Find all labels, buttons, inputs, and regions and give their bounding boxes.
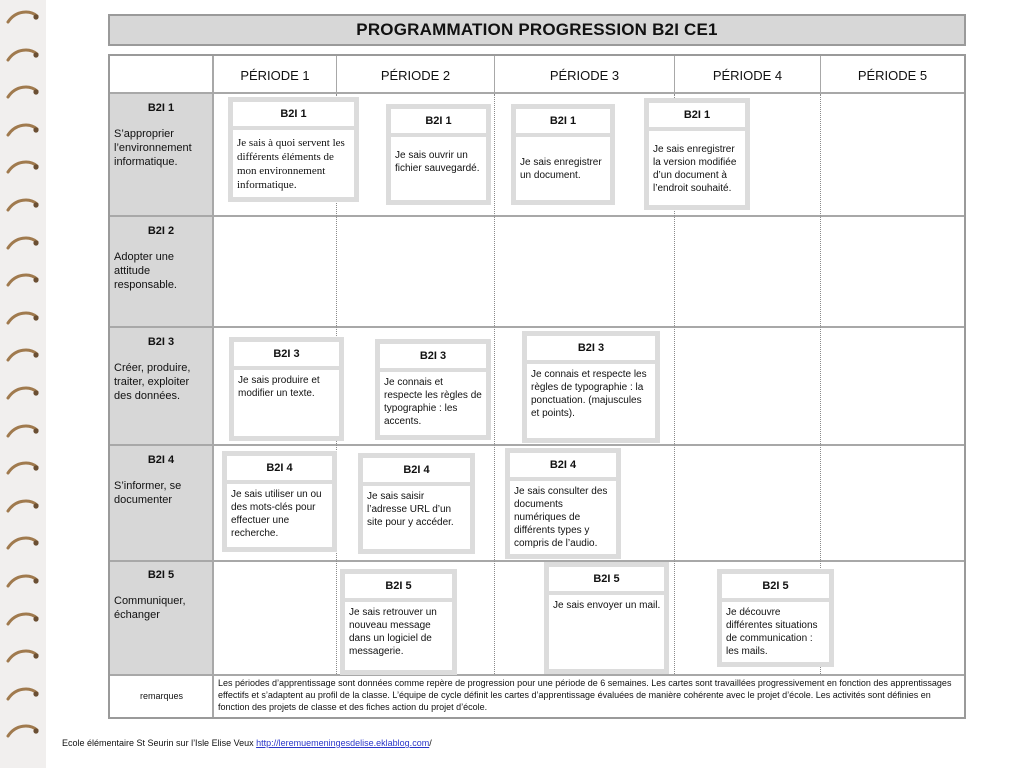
row-divider bbox=[110, 444, 964, 446]
card-title: B2I 3 bbox=[380, 344, 486, 372]
learning-card bbox=[229, 337, 344, 441]
card-title: B2I 1 bbox=[649, 103, 745, 131]
footer-suffix: / bbox=[429, 738, 432, 748]
spiral-ring-icon bbox=[6, 234, 40, 252]
learning-card bbox=[505, 448, 621, 559]
card-title: B2I 3 bbox=[527, 336, 655, 364]
row-code: B2I 1 bbox=[147, 102, 175, 114]
card-title: B2I 5 bbox=[345, 574, 452, 602]
card-title: B2I 3 bbox=[234, 342, 339, 370]
header-periode-3: PÉRIODE 3 bbox=[549, 67, 620, 83]
spiral-ring-icon bbox=[6, 459, 40, 477]
card-text: Je sais retrouver un nouveau message dans un logiciel de messagerie. bbox=[349, 607, 437, 657]
row-description: S’informer, se documenter bbox=[114, 480, 182, 506]
learning-card bbox=[522, 331, 660, 443]
learning-card bbox=[644, 98, 750, 210]
spiral-ring-icon bbox=[6, 534, 40, 552]
card-title: B2I 4 bbox=[227, 456, 332, 484]
header-periode-1: PÉRIODE 1 bbox=[240, 67, 310, 83]
spiral-ring-icon bbox=[6, 647, 40, 665]
spiral-ring-icon bbox=[6, 83, 40, 101]
spiral-ring-icon bbox=[6, 121, 40, 139]
card-text: Je sais utiliser un ou des mots-clés pour effectuer une recherche. bbox=[231, 489, 322, 539]
card-text: Je sais enregistrer un document. bbox=[520, 157, 602, 181]
card-title: B2I 4 bbox=[363, 458, 470, 486]
card-text: Je connais et respecte les règles de typographie : les accents. bbox=[384, 377, 482, 427]
remarks-label: remarques bbox=[139, 690, 184, 701]
footer-text: Ecole élémentaire St Seurin sur l’Isle Elise Veux bbox=[62, 738, 257, 748]
card-text: Je sais ouvrir un fichier sauvegardé. bbox=[395, 150, 480, 174]
column-divider-dotted bbox=[494, 94, 495, 674]
row-label-b2i-3 bbox=[114, 335, 208, 403]
learning-card bbox=[358, 453, 475, 554]
row-description: Créer, produire, traiter, exploiter des données. bbox=[114, 362, 191, 402]
spiral-ring-icon bbox=[6, 309, 40, 327]
row-description: Communiquer, échanger bbox=[114, 595, 186, 621]
spiral-ring-icon bbox=[6, 271, 40, 289]
learning-card bbox=[717, 569, 834, 667]
label-column-divider bbox=[212, 56, 214, 717]
spiral-ring-icon bbox=[6, 158, 40, 176]
row-label-b2i-1 bbox=[114, 101, 208, 169]
spiral-ring-icon bbox=[6, 196, 40, 214]
card-title: B2I 1 bbox=[233, 102, 354, 130]
footer bbox=[62, 738, 432, 748]
page-title bbox=[108, 14, 966, 46]
spiral-ring-icon bbox=[6, 497, 40, 515]
spiral-ring-icon bbox=[6, 722, 40, 740]
row-label-b2i-5 bbox=[114, 568, 208, 622]
card-title: B2I 5 bbox=[549, 567, 664, 595]
header-periode-4: PÉRIODE 4 bbox=[712, 67, 783, 83]
learning-card bbox=[544, 562, 669, 674]
row-divider bbox=[110, 326, 964, 328]
row-divider bbox=[110, 560, 964, 562]
header-periode-5: PÉRIODE 5 bbox=[857, 67, 928, 83]
learning-card bbox=[340, 569, 457, 675]
row-label-b2i-2 bbox=[114, 224, 208, 292]
spiral-ring-icon bbox=[6, 572, 40, 590]
card-title: B2I 1 bbox=[516, 109, 610, 137]
card-text: Je sais produire et modifier un texte. bbox=[238, 375, 320, 399]
header-periode-2: PÉRIODE 2 bbox=[380, 67, 451, 83]
remarks-text: Les périodes d’apprentissage sont données comme repère de progression pour une période de 6 semaines. Les cartes sont travaillées progressivement en fonction des apprentissages effectifs et s’adaptent au profil de la classe. L’équipe de cycle définit les cartes d’apprentissage évaluées de manière cohérente avec le projet d’école. Les activités sont définies en fonction des projets de classe et des fiches action du projet d’école. bbox=[218, 678, 952, 712]
spiral-ring-icon bbox=[6, 685, 40, 703]
spiral-ring-icon bbox=[6, 346, 40, 364]
row-label-b2i-4 bbox=[114, 453, 208, 507]
learning-card bbox=[228, 97, 359, 202]
card-text: Je découvre différentes situations de communication : les mails. bbox=[726, 607, 818, 657]
blog-link[interactable]: http://leremuemeningesdelise.eklablog.com bbox=[256, 738, 430, 748]
card-text: Je sais enregistrer la version modifiée d’un document à l’endroit souhaité. bbox=[653, 144, 737, 194]
row-description: S’approprier l’environnement informatique. bbox=[114, 128, 192, 168]
spiral-binding bbox=[0, 0, 46, 768]
learning-card bbox=[375, 339, 491, 440]
learning-card bbox=[511, 104, 615, 205]
spiral-ring-icon bbox=[6, 422, 40, 440]
card-title: B2I 1 bbox=[391, 109, 486, 137]
row-divider bbox=[110, 215, 964, 217]
row-code: B2I 4 bbox=[147, 454, 175, 466]
card-text: Je sais saisir l’adresse URL d’un site pour y accéder. bbox=[367, 491, 454, 528]
spiral-ring-icon bbox=[6, 610, 40, 628]
learning-card bbox=[386, 104, 491, 205]
card-text: Je connais et respecte les règles de typographie : la ponctuation. (majuscules et points). bbox=[531, 369, 647, 419]
card-text: Je sais à quoi servent les différents éléments de mon environnement informatique. bbox=[237, 137, 345, 191]
row-description: Adopter une attitude responsable. bbox=[114, 251, 177, 291]
spiral-ring-icon bbox=[6, 8, 40, 26]
spiral-ring-icon bbox=[6, 384, 40, 402]
card-text: Je sais consulter des documents numériques de différents types y compris de l’audio. bbox=[514, 486, 608, 549]
row-code: B2I 2 bbox=[147, 225, 175, 237]
card-text: Je sais envoyer un mail. bbox=[553, 600, 661, 611]
page-title-text: PROGRAMMATION PROGRESSION B2I CE1 bbox=[356, 20, 718, 39]
card-title: B2I 4 bbox=[510, 453, 616, 481]
learning-card bbox=[222, 451, 337, 552]
row-code: B2I 3 bbox=[147, 336, 175, 348]
remarks-divider bbox=[110, 674, 964, 676]
row-code: B2I 5 bbox=[147, 569, 175, 581]
card-title: B2I 5 bbox=[722, 574, 829, 602]
spiral-ring-icon bbox=[6, 46, 40, 64]
